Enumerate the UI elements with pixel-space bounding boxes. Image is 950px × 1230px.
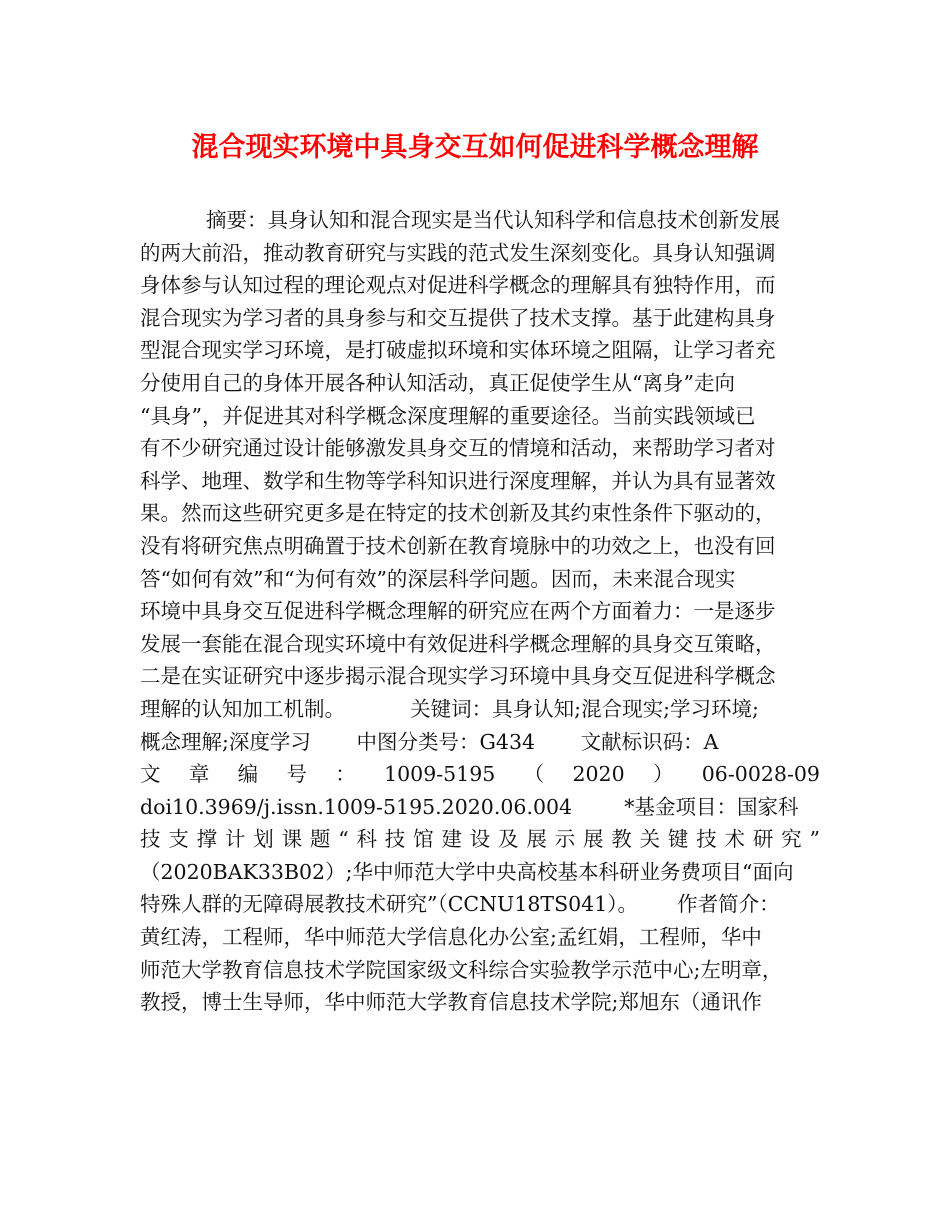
justified-token: 关 xyxy=(639,827,661,852)
text-line: 环境中具身交互促进科学概念理解的研究应在两个方面着力：一是逐步 xyxy=(140,599,776,624)
text-line: 答“如何有效”和“为何有效”的深层科学问题。因而，未来混合现实 xyxy=(140,566,736,591)
fund-project-line xyxy=(140,823,820,856)
justified-token: 示 xyxy=(554,827,576,852)
text-line: “具身”，并促进其对科学概念深度理解的重要途径。当前实践领域已 xyxy=(140,403,756,428)
text-line: 有不少研究通过设计能够激发具身交互的情境和活动，来帮助学习者对 xyxy=(140,436,776,461)
justified-token: 科 xyxy=(356,827,377,852)
text-line: 分使用自己的身体开展各种认知活动，真正促使学生从“离身”走向 xyxy=(140,370,735,395)
text-line: 科学、地理、数学和生物等学科知识进行深度理解，并认为具有显著效 xyxy=(140,468,776,493)
justified-token: 课 xyxy=(281,827,303,852)
justified-token: 设 xyxy=(469,827,491,852)
text-line: 没有将研究焦点明确置于技术创新在教育境脉中的功效之上，也没有回 xyxy=(140,533,776,558)
text-line: 理解的认知加工机制。 关键词：具身认知;混合现实;学习环境; xyxy=(140,696,759,721)
text-line: 黄红涛，工程师，华中师范大学信息化办公室;孟红娟，工程师，华中 xyxy=(140,925,762,950)
text-line: 的两大前沿，推动教育研究与实践的范式发生深刻变化。具身认知强调 xyxy=(140,240,776,265)
text-line: 型混合现实学习环境，是打破虚拟环境和实体环境之阻隔，让学习者充 xyxy=(140,338,776,363)
justified-token: 技 xyxy=(696,827,717,852)
justified-token: ” xyxy=(809,827,820,852)
text-line: 概念理解;深度学习 中图分类号：G434 文献标识码：A xyxy=(140,729,719,754)
justified-token: 题 xyxy=(309,827,331,852)
document-title: 混合现实环境中具身交互如何促进科学概念理解 xyxy=(191,132,759,163)
justified-token: 章 xyxy=(188,762,210,787)
justified-token: 计 xyxy=(224,827,246,852)
text-line: 二是在实证研究中逐步揭示混合现实学习环境中具身交互促进科学概念 xyxy=(140,664,776,689)
justified-token: 馆 xyxy=(413,827,434,852)
justified-token: 术 xyxy=(724,827,746,852)
justified-token: 号 xyxy=(286,762,307,787)
justified-token: 展 xyxy=(526,827,547,852)
justified-token: 06-0028-09 xyxy=(701,762,820,787)
justified-token: 撑 xyxy=(196,827,218,852)
justified-token: 划 xyxy=(253,827,274,852)
justified-token: 教 xyxy=(611,827,632,852)
justified-token: 技 xyxy=(384,827,406,852)
justified-token: “ xyxy=(338,827,349,852)
text-line: doi10.3969/j.issn.1009-5195.2020.06.004 *基金项目：国家科 xyxy=(140,794,799,819)
justified-token: （ xyxy=(523,762,545,787)
text-line: 果。然而这些研究更多是在特定的技术创新及其约束性条件下驱动的， xyxy=(140,501,776,526)
justified-token: 技 xyxy=(140,827,161,852)
justified-token: 建 xyxy=(441,827,462,852)
justified-token: 支 xyxy=(168,827,189,852)
justified-token: 及 xyxy=(498,827,519,852)
text-line: （2020BAK33B02）;华中师范大学中央高校基本科研业务费项目“面向 xyxy=(140,859,794,884)
justified-token: ： xyxy=(335,762,356,787)
justified-token: 1009-5195 xyxy=(384,762,496,787)
text-line: 发展一套能在混合现实环境中有效促进科学概念理解的具身交互策略， xyxy=(140,631,776,656)
text-line: 混合现实为学习者的具身参与和交互提供了技术支撑。基于此建构具身 xyxy=(140,305,776,330)
text-line: 特殊人群的无障碍展教技术研究”（CCNU18TS041）。 作者简介： xyxy=(140,892,780,917)
justified-token: ） xyxy=(652,762,674,787)
justified-token: 编 xyxy=(237,762,259,787)
justified-token: 键 xyxy=(667,827,689,852)
text-line: 摘要：具身认知和混合现实是当代认知科学和信息技术创新发展 xyxy=(206,208,780,232)
justified-token: 研 xyxy=(752,827,774,852)
justified-token: 展 xyxy=(582,827,604,852)
text-line: 身体参与认知过程的理论观点对促进科学概念的理解具有独特作用，而 xyxy=(140,273,776,298)
article-number-line xyxy=(140,758,820,791)
justified-token: 究 xyxy=(781,827,802,852)
justified-token: 文 xyxy=(140,762,161,787)
justified-token: 2020 xyxy=(572,762,625,787)
text-line: 教授，博士生导师，华中师范大学教育信息技术学院;郑旭东（通讯作 xyxy=(140,990,762,1015)
text-line: 师范大学教育信息技术学院国家级文科综合实验教学示范中心;左明章， xyxy=(140,957,783,982)
abstract-body xyxy=(140,204,820,1019)
